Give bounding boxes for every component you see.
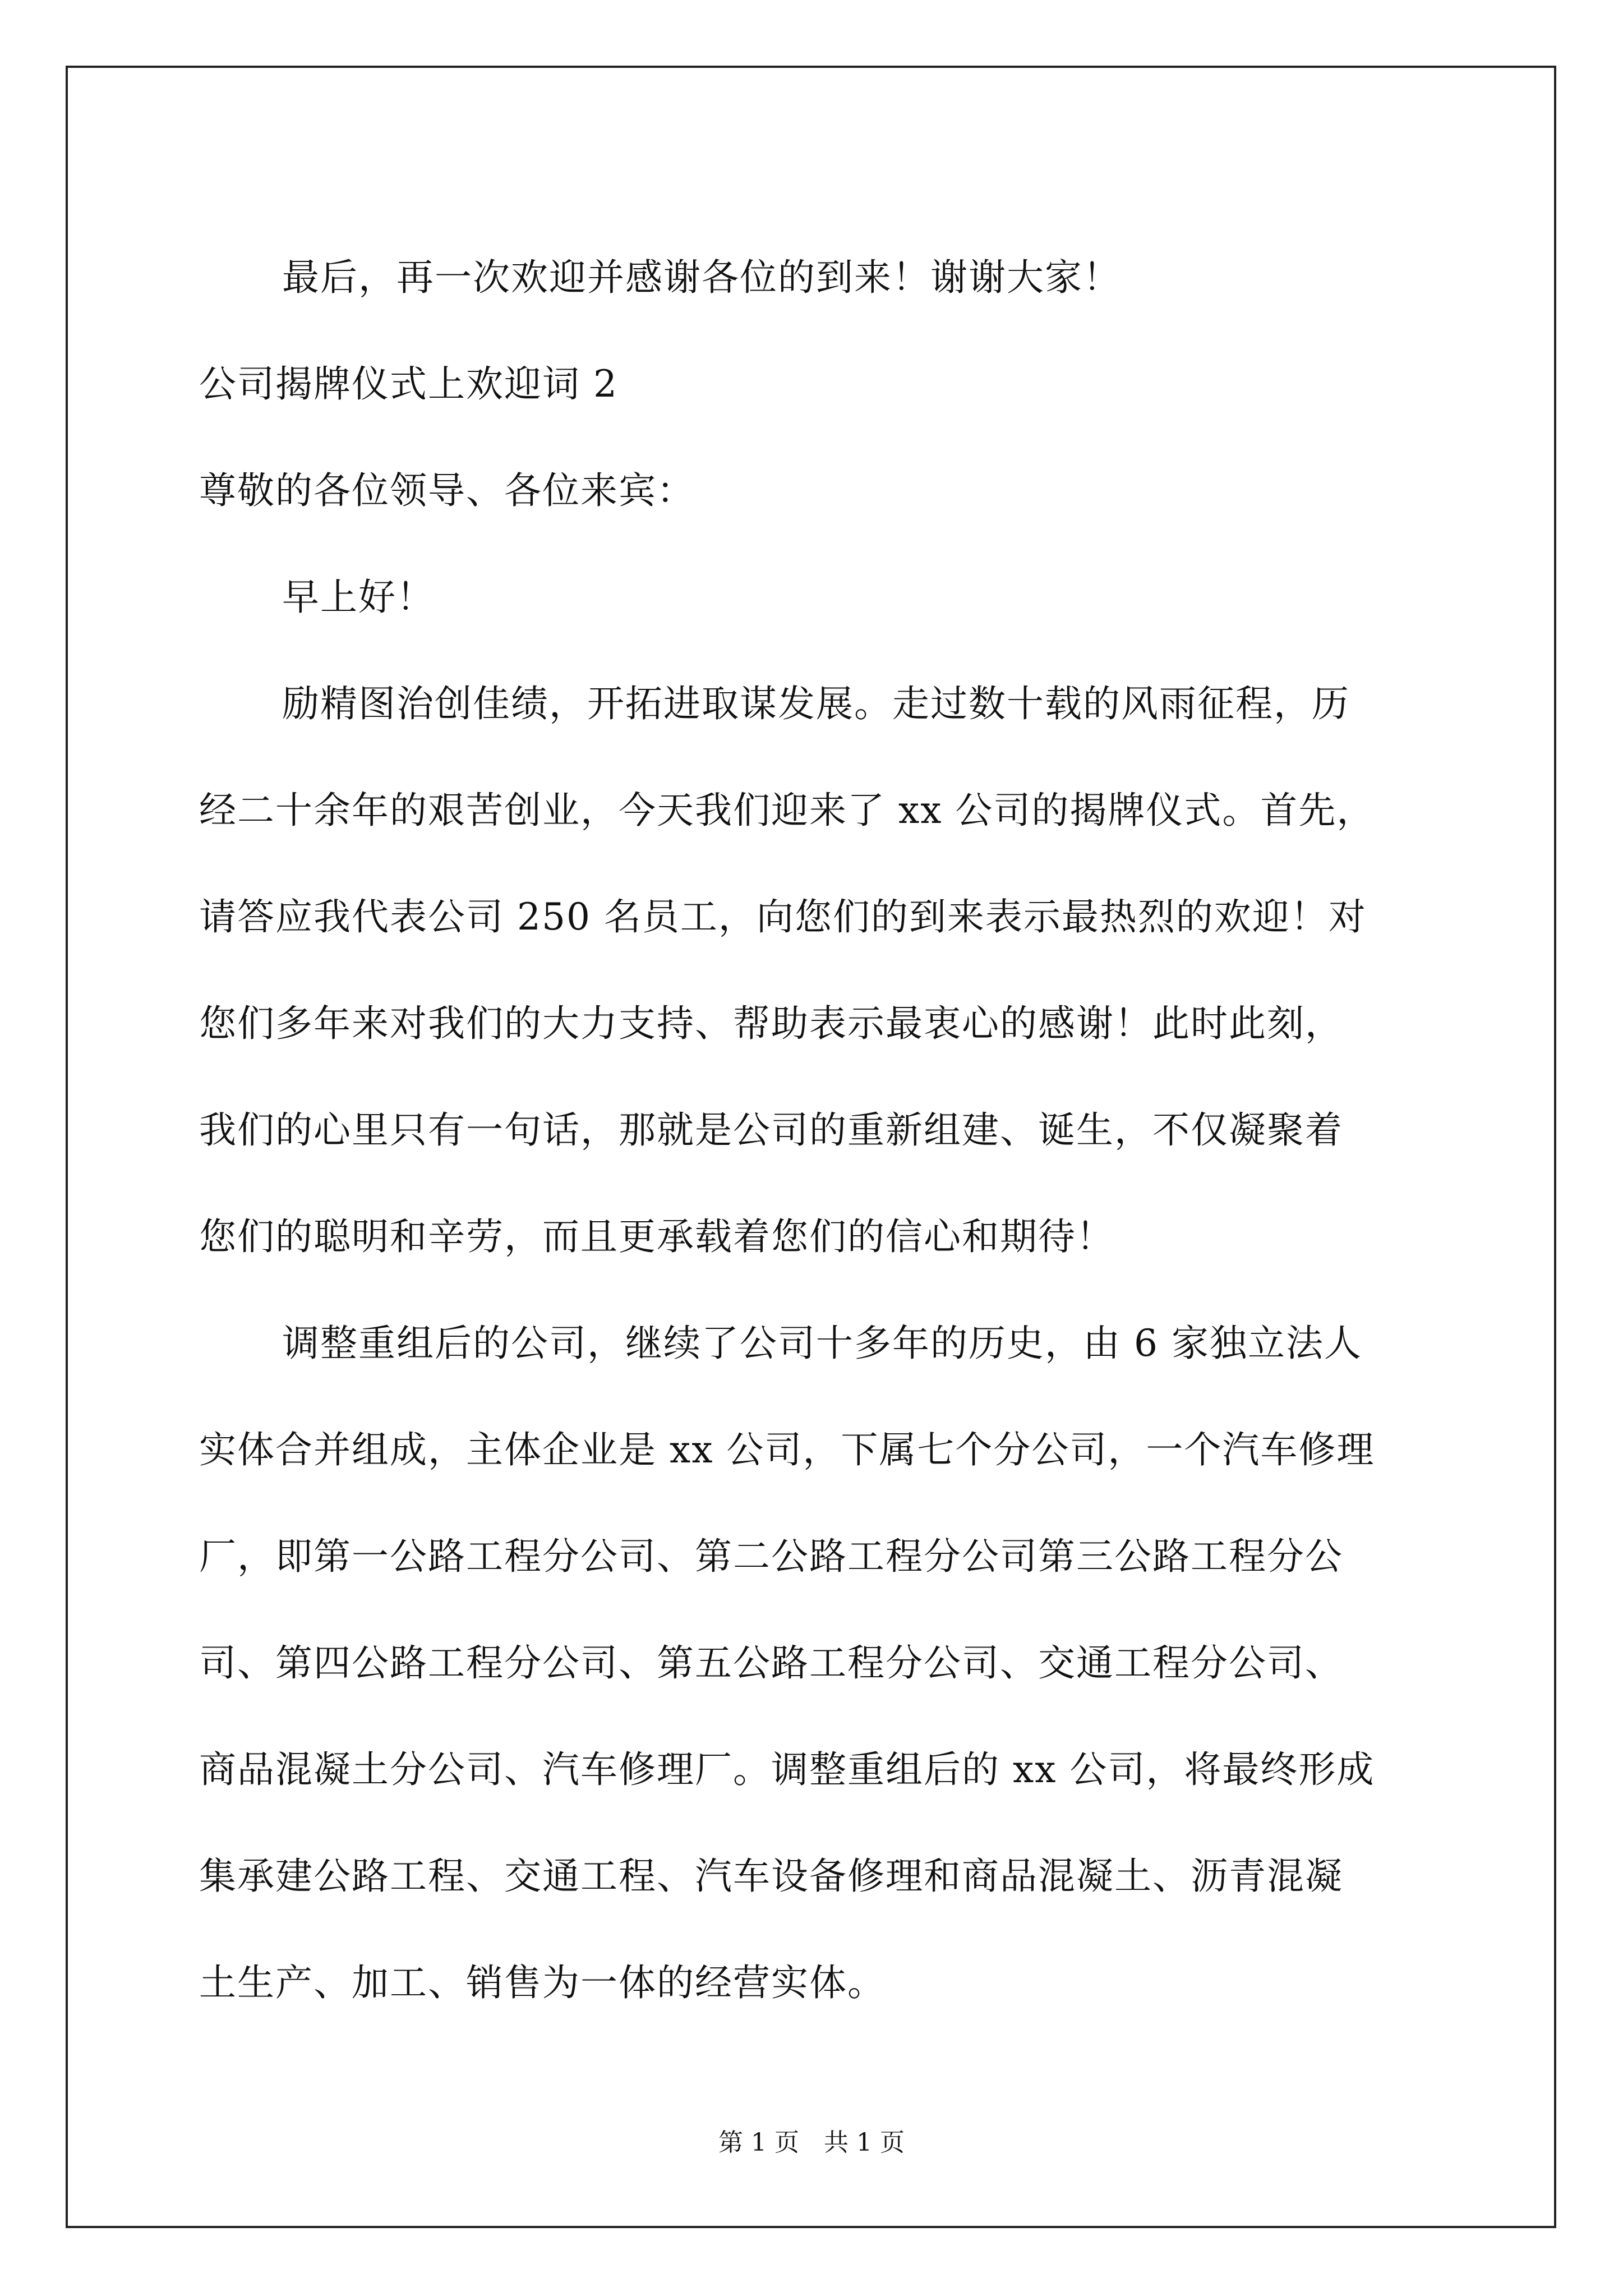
text-line: 我们的心里只有一句话，那就是公司的重新组建、诞生，不仅凝聚着 xyxy=(199,1108,1343,1152)
text-line: 您们多年来对我们的大力支持、帮助表示最衷心的感谢！此时此刻， xyxy=(199,1002,1343,1045)
text-line: 司、第四公路工程分公司、第五公路工程分公司、交通工程分公司、 xyxy=(199,1641,1343,1685)
text-line: 调整重组后的公司，继续了公司十多年的历史，由 6 家独立法人 xyxy=(282,1322,1362,1365)
salutation xyxy=(199,438,1433,544)
text-line: 商品混凝土分公司、汽车修理厂。调整重组后的 xx 公司，将最终形成 xyxy=(199,1748,1375,1791)
paragraph xyxy=(199,544,1433,651)
text-line: 土生产、加工、销售为一体的经营实体。 xyxy=(199,1961,886,2004)
paragraph xyxy=(199,1290,1433,2036)
document-body xyxy=(199,224,1433,2036)
text-line: 尊敬的各位领导、各位来宾： xyxy=(199,469,695,512)
text-line: 励精图治创佳绩，开拓进取谋发展。走过数十载的风雨征程，历 xyxy=(282,682,1350,725)
text-line: 最后，再一次欢迎并感谢各位的到来！谢谢大家！ xyxy=(282,256,1121,299)
text-line: 早上好！ xyxy=(282,576,435,619)
text-line: 公司揭牌仪式上欢迎词 2 xyxy=(199,362,618,406)
paragraph xyxy=(199,224,1433,331)
text-line: 经二十余年的艰苦创业，今天我们迎来了 xx 公司的揭牌仪式。首先， xyxy=(199,789,1375,832)
section-heading xyxy=(199,331,1433,438)
paragraph xyxy=(199,651,1433,1290)
text-line: 请答应我代表公司 250 名员工，向您们的到来表示最热烈的欢迎！对 xyxy=(199,895,1367,938)
text-line: 集承建公路工程、交通工程、汽车设备修理和商品混凝土、沥青混凝 xyxy=(199,1855,1343,1898)
text-line: 您们的聪明和辛劳，而且更承载着您们的信心和期待！ xyxy=(199,1215,1114,1258)
page-footer: 第 1 页 共 1 页 xyxy=(718,2128,905,2157)
text-line: 实体合并组成，主体企业是 xx 公司，下属七个分公司，一个汽车修理 xyxy=(199,1428,1375,1471)
text-line: 厂，即第一公路工程分公司、第二公路工程分公司第三公路工程分公 xyxy=(199,1535,1343,1578)
